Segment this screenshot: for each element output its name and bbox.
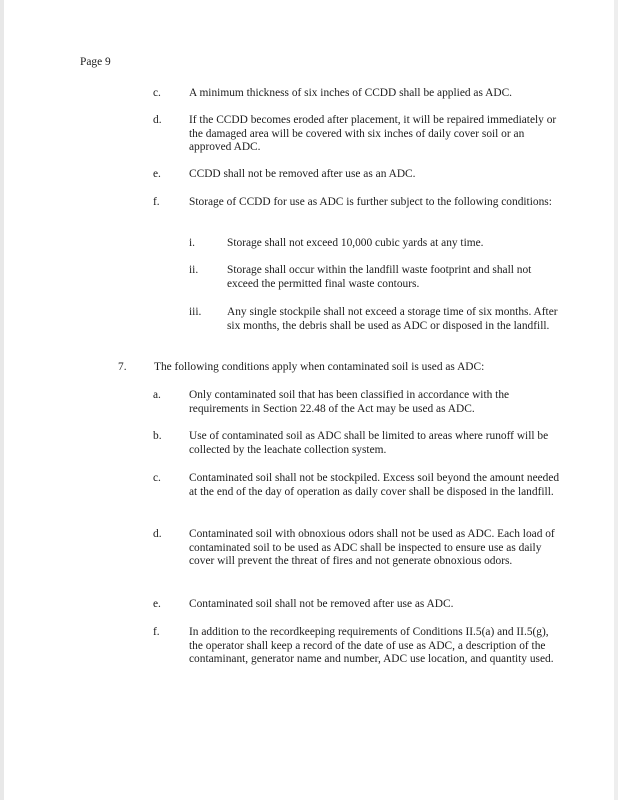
list-item-text: A minimum thickness of six inches of CCDD shall be applied as ADC. bbox=[189, 87, 513, 99]
list-marker: d. bbox=[153, 528, 162, 540]
sub-item-marker: ii. bbox=[189, 264, 199, 276]
list-marker: a. bbox=[153, 389, 161, 401]
list-item-text: The following conditions apply when contaminated soil is used as ADC: bbox=[154, 361, 485, 373]
list-marker: b. bbox=[153, 430, 162, 442]
list-item-text: If the CCDD becomes eroded after placement, it will be repaired immediately or the damaged area will be covered with six inches of daily cover soil or an approved ADC. bbox=[189, 114, 557, 154]
list-marker: f. bbox=[153, 196, 160, 208]
list-marker: f. bbox=[153, 626, 160, 638]
list-marker: c. bbox=[153, 87, 161, 99]
list-item-text: Storage of CCDD for use as ADC is further subject to the following conditions: bbox=[189, 196, 552, 208]
sub-item-marker: iii. bbox=[189, 306, 202, 318]
list-item-text: Contaminated soil shall not be removed after use as ADC. bbox=[189, 598, 454, 610]
list-marker: d. bbox=[153, 114, 162, 126]
list-item-text: Only contaminated soil that has been classified in accordance with the requirements in Section 22.48 of the Act may be used as ADC. bbox=[189, 389, 510, 415]
list-item-text: Contaminated soil shall not be stockpiled. Excess soil beyond the amount needed at the end of the day of operation as daily cover shall be disposed in the landfill. bbox=[189, 472, 560, 498]
list-item-text: Use of contaminated soil as ADC shall be limited to areas where runoff will be collected by the leachate collection system. bbox=[189, 430, 549, 456]
scan-edge-right bbox=[614, 0, 618, 800]
sub-item-text: Any single stockpile shall not exceed a storage time of six months. After six months, the debris shall be used as ADC or disposed in the landfill. bbox=[227, 306, 558, 332]
sub-item-text: Storage shall not exceed 10,000 cubic yards at any time. bbox=[227, 237, 484, 249]
list-item-text: Contaminated soil with obnoxious odors shall not be used as ADC. Each load of contaminated soil to be used as ADC shall be inspected to ensure use as daily cover will prevent the threat of fires and not generate obnoxious odors. bbox=[189, 528, 555, 568]
list-marker: e. bbox=[153, 598, 161, 610]
sub-item-text: Storage shall occur within the landfill waste footprint and shall not exceed the permitted final waste contours. bbox=[227, 264, 532, 290]
sub-item-marker: i. bbox=[189, 237, 196, 249]
list-item-text: In addition to the recordkeeping requirements of Conditions II.5(a) and II.5(g), the operator shall keep a record of the date of use as ADC, a description of the contaminant, generator name and number, ADC use location, and quantity used. bbox=[189, 626, 554, 666]
page-number: Page 9 bbox=[80, 56, 111, 68]
list-marker: 7. bbox=[118, 361, 127, 373]
list-marker: c. bbox=[153, 472, 161, 484]
list-item-text: CCDD shall not be removed after use as an ADC. bbox=[189, 168, 416, 180]
list-marker: e. bbox=[153, 168, 161, 180]
scan-edge-left bbox=[0, 0, 4, 800]
